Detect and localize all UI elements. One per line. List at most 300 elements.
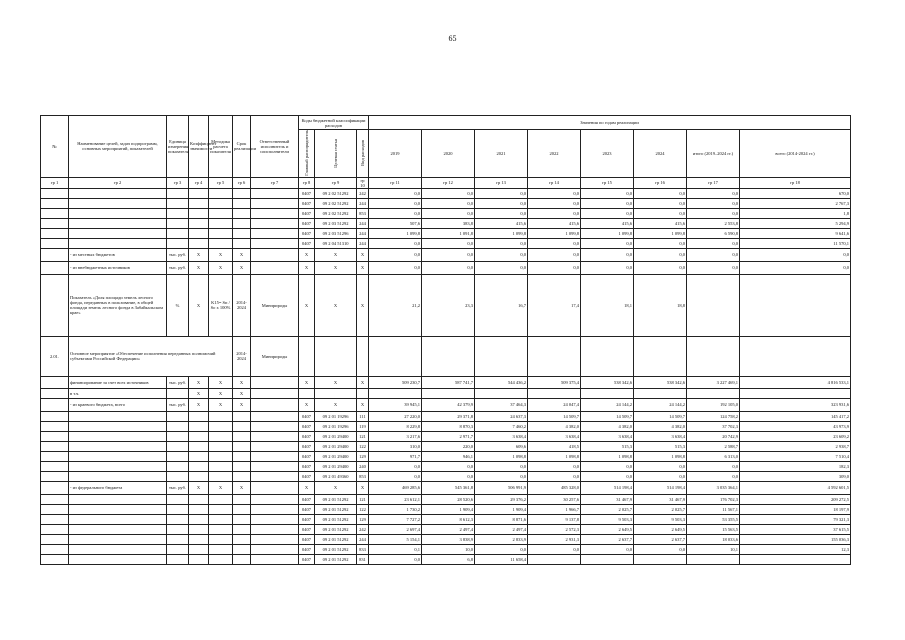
table-cell: 1 098,8	[581, 451, 634, 461]
event-empty-cell	[422, 336, 475, 376]
table-cell: 0,0	[369, 471, 422, 481]
event-no: 2.01.	[41, 336, 69, 376]
table-cell: 09 2 01 29400	[315, 441, 357, 451]
table-cell: 0,0	[369, 238, 422, 248]
table-cell: 0,0	[528, 238, 581, 248]
table-cell	[189, 188, 209, 198]
column-number: гр 16	[634, 177, 687, 188]
table-cell: 0,0	[422, 471, 475, 481]
table-cell: 240	[357, 461, 369, 471]
table-cell	[69, 441, 167, 451]
table-row	[41, 534, 851, 544]
table-cell: 0,0	[581, 238, 634, 248]
table-cell	[69, 471, 167, 481]
table-cell	[209, 504, 233, 514]
table-cell: 485 328,0	[528, 481, 581, 494]
table-cell	[251, 504, 299, 514]
table-cell	[189, 471, 209, 481]
table-cell	[41, 398, 69, 411]
table-cell: 244	[357, 198, 369, 208]
table-cell: 14 509,7	[634, 411, 687, 421]
table-cell	[209, 431, 233, 441]
indicator-value	[740, 274, 851, 336]
table-cell	[233, 494, 251, 504]
table-cell: 538 342,6	[581, 376, 634, 388]
table-cell	[233, 504, 251, 514]
table-cell	[357, 388, 369, 398]
table-cell	[209, 421, 233, 431]
table-cell: - из краевого бюджета, всего	[69, 398, 167, 411]
table-cell: 0407	[299, 504, 315, 514]
table-cell: Х	[209, 376, 233, 388]
table-cell: Х	[299, 376, 315, 388]
table-cell	[209, 514, 233, 524]
table-row	[41, 421, 851, 431]
rows-part-a	[41, 188, 851, 274]
table-row	[41, 248, 851, 261]
table-cell: 09 2 01 19296	[315, 411, 357, 421]
table-cell	[41, 376, 69, 388]
table-cell: 1 966,7	[528, 504, 581, 514]
table-cell: Х	[233, 261, 251, 274]
table-cell: 2 497,4	[422, 524, 475, 534]
table-cell: 418,5	[528, 441, 581, 451]
table-cell	[251, 261, 299, 274]
table-cell: 7 510,4	[740, 451, 851, 461]
table-cell: - из федерального бюджета	[69, 481, 167, 494]
table-cell: 0,0	[634, 208, 687, 218]
table-cell: 544 436,2	[475, 376, 528, 388]
table-cell	[41, 208, 69, 218]
table-cell: 0,0	[422, 188, 475, 198]
indicator-value: 17,4	[528, 274, 581, 336]
table-cell: 24 144,2	[581, 398, 634, 411]
table-cell	[41, 261, 69, 274]
indicator-value: 18,8	[634, 274, 687, 336]
table-cell	[251, 544, 299, 554]
table-cell	[422, 388, 475, 398]
table-cell	[189, 431, 209, 441]
table-cell: 24 637,3	[475, 411, 528, 421]
table-cell	[69, 544, 167, 554]
table-cell	[251, 376, 299, 388]
table-cell: Х	[315, 398, 357, 411]
table-row	[41, 376, 851, 388]
table-cell	[41, 524, 69, 534]
table-cell: 3 227 469,1	[687, 376, 740, 388]
indicator-coef: Х	[189, 274, 209, 336]
table-cell: 971,7	[369, 451, 422, 461]
table-cell: Х	[233, 398, 251, 411]
table-cell: 0,0	[369, 188, 422, 198]
table-cell	[69, 554, 167, 564]
table-cell: в т.ч.	[69, 388, 167, 398]
event-name: Основное мероприятие «Обеспечение исполнения переданных полномочий субъектами Российской Федерации»	[69, 336, 233, 376]
table-row	[41, 504, 851, 514]
table-cell	[167, 208, 189, 218]
indicator-value	[687, 274, 740, 336]
table-cell	[41, 554, 69, 564]
table-cell: 0,0	[528, 461, 581, 471]
table-row	[41, 228, 851, 238]
table-cell: Х	[357, 481, 369, 494]
event-empty-cell	[315, 336, 357, 376]
table-cell	[634, 388, 687, 398]
table-cell: 0407	[299, 411, 315, 421]
table-row	[41, 218, 851, 228]
table-cell: 0,0	[475, 208, 528, 218]
table-row	[41, 524, 851, 534]
table-cell	[69, 431, 167, 441]
table-cell	[233, 471, 251, 481]
table-cell: 0407	[299, 554, 315, 564]
table-cell	[209, 494, 233, 504]
column-number: гр 15	[581, 177, 634, 188]
table-cell	[209, 238, 233, 248]
header-year: 2022	[528, 130, 581, 178]
table-cell: 09 2 01 51292	[315, 534, 357, 544]
table-cell	[475, 388, 528, 398]
table-cell: 0,0	[581, 208, 634, 218]
table-cell: 323 931,6	[740, 398, 851, 411]
table-cell: 20 742,9	[687, 431, 740, 441]
table-cell	[167, 188, 189, 198]
table-header	[41, 116, 851, 189]
indicator-name: Показатель «Доля площади земель лесного фонда, переданных в пользование, в общей площади земель лесного фонда в Забайкальском крае»	[69, 274, 167, 336]
header-code-type-label: Вид расходов	[360, 139, 365, 166]
table-cell: 0,0	[475, 248, 528, 261]
indicator-code-target: Х	[315, 274, 357, 336]
table-cell	[233, 188, 251, 198]
table-cell: 2 931,3	[528, 534, 581, 544]
table-cell	[69, 514, 167, 524]
header-term: Срок реализации	[233, 116, 251, 178]
table-cell: 09 2 02 51292	[315, 198, 357, 208]
table-cell	[233, 544, 251, 554]
table-cell: 0,0	[687, 188, 740, 198]
column-number: гр 2	[69, 177, 167, 188]
table-cell: 0407	[299, 471, 315, 481]
table-cell	[299, 388, 315, 398]
table-row	[41, 471, 851, 481]
table-cell: 0,0	[475, 238, 528, 248]
table-cell: 514 198,4	[581, 481, 634, 494]
table-cell: 0,0	[581, 461, 634, 471]
table-cell: 0,0	[581, 248, 634, 261]
column-number: гр 17	[687, 177, 740, 188]
table-cell: 0,0	[634, 188, 687, 198]
table-cell	[167, 544, 189, 554]
header-year: 2019	[369, 130, 422, 178]
table-cell: 310,0	[369, 441, 422, 451]
table-cell	[189, 524, 209, 534]
table-cell	[233, 228, 251, 238]
header-method: Методика расчета показателя	[209, 116, 233, 178]
table-cell	[251, 461, 299, 471]
table-cell	[41, 388, 69, 398]
table-cell: 509 230,7	[369, 376, 422, 388]
table-cell	[528, 388, 581, 398]
table-cell: 53 355,5	[687, 514, 740, 524]
table-cell: 0,1	[369, 544, 422, 554]
table-cell: 506 991,9	[475, 481, 528, 494]
table-cell: 28 520,6	[422, 494, 475, 504]
table-cell: 244	[357, 218, 369, 228]
table-row	[41, 494, 851, 504]
table-row	[41, 388, 851, 398]
table-cell: 1 730,2	[369, 504, 422, 514]
table-cell	[69, 451, 167, 461]
table-row	[41, 441, 851, 451]
table-cell	[189, 411, 209, 421]
table-cell	[233, 421, 251, 431]
column-number: гр 6	[233, 177, 251, 188]
table-cell	[209, 524, 233, 534]
table-cell: 37 464,3	[475, 398, 528, 411]
table-cell	[189, 208, 209, 218]
table-cell: 09 2 01 29400	[315, 451, 357, 461]
event-empty-cell	[687, 336, 740, 376]
table-cell: 1 099,8	[369, 228, 422, 238]
table-cell	[41, 431, 69, 441]
table-cell: 14 509,7	[528, 411, 581, 421]
indicator-code-main: Х	[299, 274, 315, 336]
table-cell: 0407	[299, 514, 315, 524]
table-cell	[251, 421, 299, 431]
table-cell: Х	[209, 481, 233, 494]
table-cell: 0,0	[475, 188, 528, 198]
table-cell	[251, 554, 299, 564]
table-cell: 0,0	[422, 248, 475, 261]
table-cell: 0407	[299, 441, 315, 451]
table-cell: 4 382,0	[581, 421, 634, 431]
table-cell: Х	[299, 481, 315, 494]
indicator-value: 21,2	[369, 274, 422, 336]
indicator-term: 2014-2024	[233, 274, 251, 336]
table-cell: 0,0	[687, 471, 740, 481]
table-cell: 0,0	[475, 544, 528, 554]
indicator-no	[41, 274, 69, 336]
table-cell: 0,0	[634, 544, 687, 554]
table-cell: Х	[233, 481, 251, 494]
table-cell	[41, 461, 69, 471]
table-cell	[167, 228, 189, 238]
table-cell	[740, 554, 851, 564]
table-cell: Х	[189, 388, 209, 398]
table-cell: 124 758,2	[687, 411, 740, 421]
table-cell: 09 2 01 51292	[315, 494, 357, 504]
table-cell: 0407	[299, 534, 315, 544]
table-cell: 2 649,5	[581, 524, 634, 534]
table-cell: 0407	[299, 494, 315, 504]
table-cell: 119	[357, 421, 369, 431]
table-cell: 3 638,4	[528, 431, 581, 441]
table-cell: 242	[357, 188, 369, 198]
table-cell	[233, 218, 251, 228]
table-cell: 192 105,0	[687, 398, 740, 411]
table-cell: 8 871,6	[475, 514, 528, 524]
table-cell	[189, 461, 209, 471]
table-cell: 1 099,8	[528, 228, 581, 238]
header-year: 2024	[634, 130, 687, 178]
header-unit: Единица измерения показателя	[167, 116, 189, 178]
table-cell: 8 229,8	[369, 421, 422, 431]
column-number: гр 4	[189, 177, 209, 188]
table-cell: 515,3	[581, 441, 634, 451]
table-cell: 415,6	[634, 218, 687, 228]
table-cell	[69, 238, 167, 248]
table-cell: 1 099,8	[475, 228, 528, 238]
column-numbers-row	[41, 177, 851, 188]
header-total-2014-2024: всего (2014-2024 гг.)	[740, 130, 851, 178]
table-row	[41, 481, 851, 494]
table-cell: 5 154,1	[369, 534, 422, 544]
table-cell: 2 553,8	[687, 218, 740, 228]
table-cell: 121	[357, 494, 369, 504]
table-cell: 4 816 533,1	[740, 376, 851, 388]
table-cell	[251, 218, 299, 228]
table-cell: Х	[357, 261, 369, 274]
table-cell: 29 371,8	[422, 411, 475, 421]
table-cell: 09 2 02 51292	[315, 188, 357, 198]
table-cell	[634, 554, 687, 564]
table-cell: тыс. руб.	[167, 248, 189, 261]
event-empty-cell	[369, 336, 422, 376]
header-budget-codes: Коды бюджетной классификации расходов	[299, 116, 369, 130]
table-cell	[251, 524, 299, 534]
table-cell: 3 638,4	[581, 431, 634, 441]
table-cell: 09 2 01 19296	[315, 421, 357, 431]
table-cell: 11 570,1	[740, 238, 851, 248]
table-cell: 0,0	[634, 461, 687, 471]
column-number: гр 18	[740, 177, 851, 188]
table-cell	[189, 228, 209, 238]
table-cell: 0,0	[581, 471, 634, 481]
table-cell: 2 971,7	[422, 431, 475, 441]
table-cell: 2 497,4	[475, 524, 528, 534]
table-cell: 6,8	[422, 554, 475, 564]
table-cell	[233, 411, 251, 421]
table-cell: 7 727,2	[369, 514, 422, 524]
table-cell: 0,0	[740, 248, 851, 261]
table-cell: 09 2 02 51292	[315, 208, 357, 218]
table-cell	[69, 494, 167, 504]
table-cell	[41, 481, 69, 494]
table-cell: 09 2 01 51292	[315, 554, 357, 564]
table-cell	[41, 228, 69, 238]
table-cell: 122	[357, 441, 369, 451]
event-empty-cell	[740, 336, 851, 376]
table-cell: 415,6	[528, 218, 581, 228]
header-values: Значения по годам реализации	[369, 116, 851, 130]
table-cell: 6 313,0	[687, 451, 740, 461]
table-cell	[209, 188, 233, 198]
table-cell	[209, 461, 233, 471]
table-cell: 9 503,3	[581, 514, 634, 524]
table-cell	[189, 514, 209, 524]
table-cell	[41, 238, 69, 248]
table-cell	[251, 514, 299, 524]
table-cell	[209, 218, 233, 228]
table-cell: 23 612,1	[369, 494, 422, 504]
table-cell: 5 294,9	[740, 218, 851, 228]
table-cell: 176 702,3	[687, 494, 740, 504]
rows-part-b	[41, 376, 851, 564]
table-cell	[251, 198, 299, 208]
table-cell: 0,0	[687, 198, 740, 208]
table-cell: Х	[315, 248, 357, 261]
table-cell	[41, 411, 69, 421]
table-cell	[167, 388, 189, 398]
table-cell: 3 838,9	[422, 534, 475, 544]
header-total-2019-2024: итого (2019–2024 гг.)	[687, 130, 740, 178]
column-number: гр 11	[369, 177, 422, 188]
table-cell	[233, 524, 251, 534]
column-number: гр 7	[251, 177, 299, 188]
table-cell: 0,0	[634, 248, 687, 261]
table-cell	[233, 198, 251, 208]
table-cell	[233, 431, 251, 441]
indicator-value: 18,1	[581, 274, 634, 336]
table-cell: 0,0	[581, 544, 634, 554]
table-cell	[189, 534, 209, 544]
event-empty-cell	[581, 336, 634, 376]
table-cell: 0407	[299, 208, 315, 218]
table-cell	[189, 421, 209, 431]
table-row	[41, 398, 851, 411]
table-cell	[315, 388, 357, 398]
table-cell: 0407	[299, 431, 315, 441]
indicator-value: 23,3	[422, 274, 475, 336]
table-cell	[167, 524, 189, 534]
table-cell: 09 2 01 51292	[315, 524, 357, 534]
table-cell: 09 2 04 51310	[315, 238, 357, 248]
event-empty-cell	[475, 336, 528, 376]
table-cell	[189, 544, 209, 554]
table-cell: 1 098,8	[475, 451, 528, 461]
table-cell	[167, 494, 189, 504]
event-row	[41, 336, 851, 376]
table-cell	[251, 228, 299, 238]
event-empty-cell	[299, 336, 315, 376]
table-cell	[167, 451, 189, 461]
header-name: Наименование целей, задач подпрограмм, основных мероприятий, показателей	[69, 116, 167, 178]
table-cell: 0,0	[740, 261, 851, 274]
table-cell: 0407	[299, 451, 315, 461]
table-cell	[69, 188, 167, 198]
table-cell: тыс. руб.	[167, 261, 189, 274]
table-cell	[189, 554, 209, 564]
table-cell: 15 563,5	[687, 524, 740, 534]
table-cell	[41, 471, 69, 481]
table-cell: 37 702,3	[687, 421, 740, 431]
table-cell: 3 638,4	[475, 431, 528, 441]
table-row	[41, 451, 851, 461]
table-cell	[369, 388, 422, 398]
table-cell: 0,0	[528, 544, 581, 554]
column-number: гр 13	[475, 177, 528, 188]
table-cell	[167, 504, 189, 514]
table-cell	[69, 524, 167, 534]
table-cell: 415,6	[475, 218, 528, 228]
table-cell: 18 033,6	[687, 534, 740, 544]
table-cell	[41, 514, 69, 524]
table-row	[41, 411, 851, 421]
table-cell	[251, 238, 299, 248]
table-cell: 2 833,9	[475, 534, 528, 544]
table-cell	[69, 198, 167, 208]
table-cell	[528, 554, 581, 564]
